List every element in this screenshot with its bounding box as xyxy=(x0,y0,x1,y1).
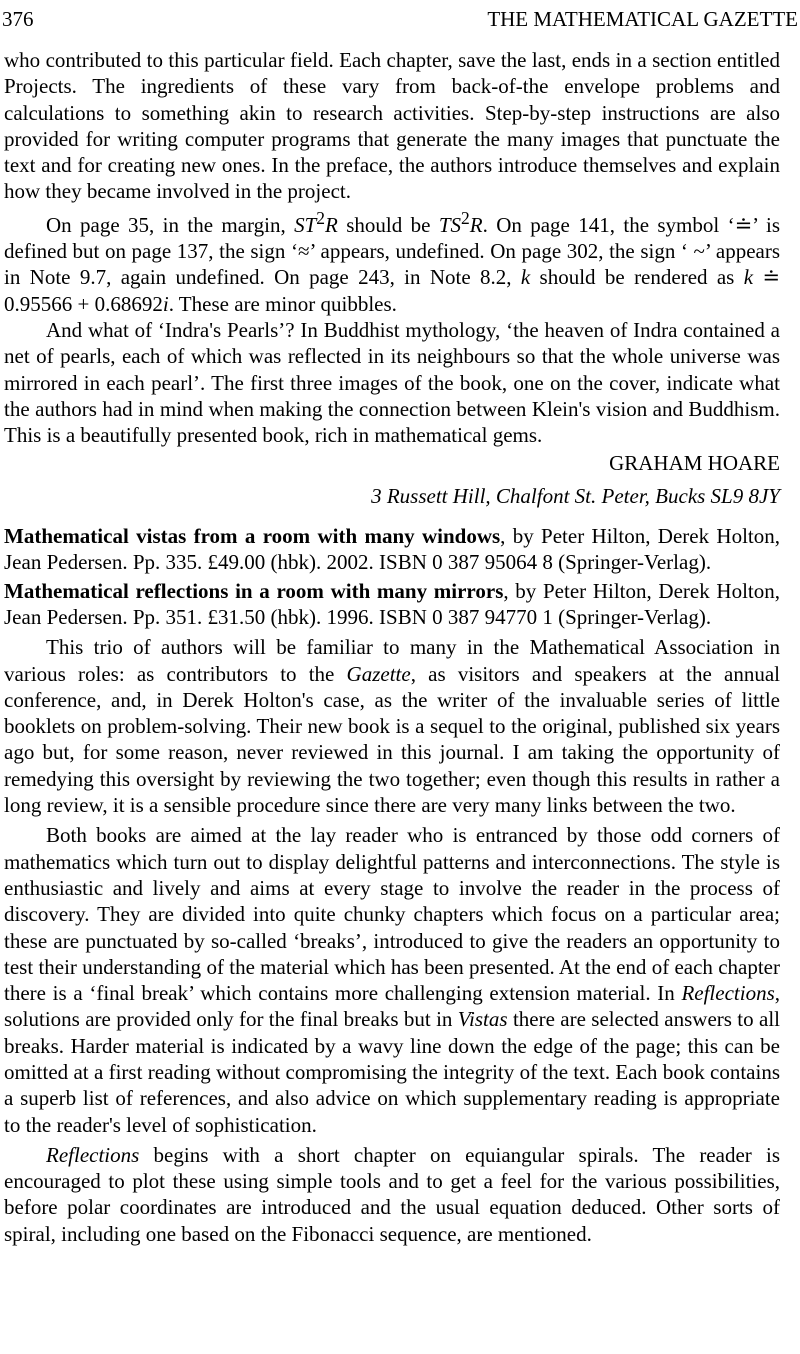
reviewer-name: GRAHAM HOARE xyxy=(609,451,780,476)
body-text xyxy=(4,47,780,1247)
text-run: . On page 141, the symbol ‘≐’ is defined but on page 137, the sign ‘≈’ appears, undefined. On page 302, the sign ‘ ~’ appears in Note 9.7, again undefined. On page 243, in Note 8.2, xyxy=(4,212,780,290)
text-run: . These are minor quibbles. xyxy=(168,291,397,316)
paragraph-indra: And what of ‘Indra's Pearls’? In Buddhist mythology, ‘the heaven of Indra contained a net of pearls, each of which was reflected in its neighbours so that the whole universe was mirrored in each pearl’. The first three images of the book, one on the cover, indicate what the authors had in mind when making the connection between Klein's vision and Buddhism. This is a beautifully presented book, rich in mathematical gems. xyxy=(4,317,780,448)
text-run: begins with a short chapter on equiangular spirals. The reader is encouraged to plot these using simple tools and to get a feel for the various possibilities, before polar coordinates are introduced and the usual equation deduced. Other sorts of spiral, including one based on the Fibonacci sequence, are mentioned. xyxy=(4,1142,780,1246)
italic-gazette: Gazette xyxy=(346,661,411,686)
paragraph-errata xyxy=(4,205,780,317)
math-k: k xyxy=(520,265,531,290)
text-run: should be xyxy=(337,212,439,237)
running-header xyxy=(2,0,798,32)
text-run: , as visitors and speakers at the annual conference, and, in Derek Holton's case, as the writer of the invaluable series of little booklets on problem-solving. Their new book is a sequel to the original, published six years ago but, for some reason, never reviewed in this journal. I am taking the opportunity of remedying this oversight by reviewing the two together; even though this results in rather a long review, it is a sensible procedure since there are very many links between the two. xyxy=(4,661,780,818)
italic-vistas: Vistas xyxy=(457,1007,508,1032)
journal-title: THE MATHEMATICAL GAZETTE xyxy=(487,7,798,31)
text-run: This trio of authors will be familiar to many in the Mathematical Association in various roles: as contributors to the xyxy=(4,635,780,686)
italic-reflections: Reflections xyxy=(681,981,775,1006)
book-title: Mathematical vistas from a room with many windows xyxy=(4,524,501,549)
paragraph-projects: who contributed to this particular field. Each chapter, save the last, ends in a section entitled Projects. The ingredients of these vary from back-of-the envelope problems and calculations to something akin to research activities. Step-by-step instructions are also provided for writing computer programs that generate the many images that punctuate the text and for creating new ones. In the preface, the authors introduce themselves and explain how they became involved in the project. xyxy=(4,48,780,204)
math-r: R xyxy=(469,212,483,237)
math-st: ST xyxy=(294,212,317,237)
math-ts: TS xyxy=(438,212,461,237)
page-number: 376 xyxy=(2,7,34,31)
text-run: ≐ 0.95566 + 0.68692 xyxy=(4,265,780,316)
math-superscript: 2 xyxy=(316,207,326,228)
math-superscript: 2 xyxy=(461,207,470,228)
book-title: Mathematical reflections in a room with many mirrors xyxy=(4,578,504,603)
text-run: there are selected answers to all breaks. Harder material is indicated by a wavy line down the edge of the page; this can be omitted at a first reading without compromising the integrity of the text. Each book contains a superb list of references, and also advice on which supplementary reading is appropriate to the reader's level of sophistication. xyxy=(4,1007,780,1137)
text-run: On page 35, in the margin, xyxy=(46,212,295,237)
math-i: i xyxy=(162,291,169,316)
book-details: , by Peter Hilton, Derek Holton, Jean Pedersen. Pp. 335. £49.00 (hbk). 2002. ISBN 0 387 95064 8 (Springer-Verlag). xyxy=(4,524,780,575)
paragraph-trio xyxy=(4,634,780,818)
review-heading-vistas xyxy=(4,523,780,576)
paragraph-both-books xyxy=(4,822,780,1138)
math-r: R xyxy=(325,212,338,237)
text-run: should be rendered as xyxy=(530,265,744,290)
reviewer-address: 3 Russett Hill, Chalfont St. Peter, Bucks SL9 8JY xyxy=(371,483,780,508)
book-details: , by Peter Hilton, Derek Holton, Jean Pedersen. Pp. 351. £31.50 (hbk). 1996. ISBN 0 387 94770 1 (Springer-Verlag). xyxy=(4,578,781,629)
text-run: , solutions are provided only for the final breaks but in xyxy=(4,981,780,1032)
text-run: Both books are aimed at the lay reader who is entranced by those odd corners of mathematics which turn out to display delightful patterns and interconnections. The style is enthusiastic and lively and aims at every stage to involve the reader in the process of discovery. They are divided into quite chunky chapters which focus on a particular area; these are punctuated by so-called ‘breaks’, introduced to give the readers an opportunity to test their understanding of the material which has been presented. At the end of each chapter there is a ‘final break’ which contains more challenging extension material. In xyxy=(4,823,780,1006)
paragraph-spirals xyxy=(4,1142,780,1247)
review-heading-reflections xyxy=(4,578,780,631)
math-k: k xyxy=(743,265,754,290)
italic-reflections: Reflections xyxy=(46,1142,140,1167)
